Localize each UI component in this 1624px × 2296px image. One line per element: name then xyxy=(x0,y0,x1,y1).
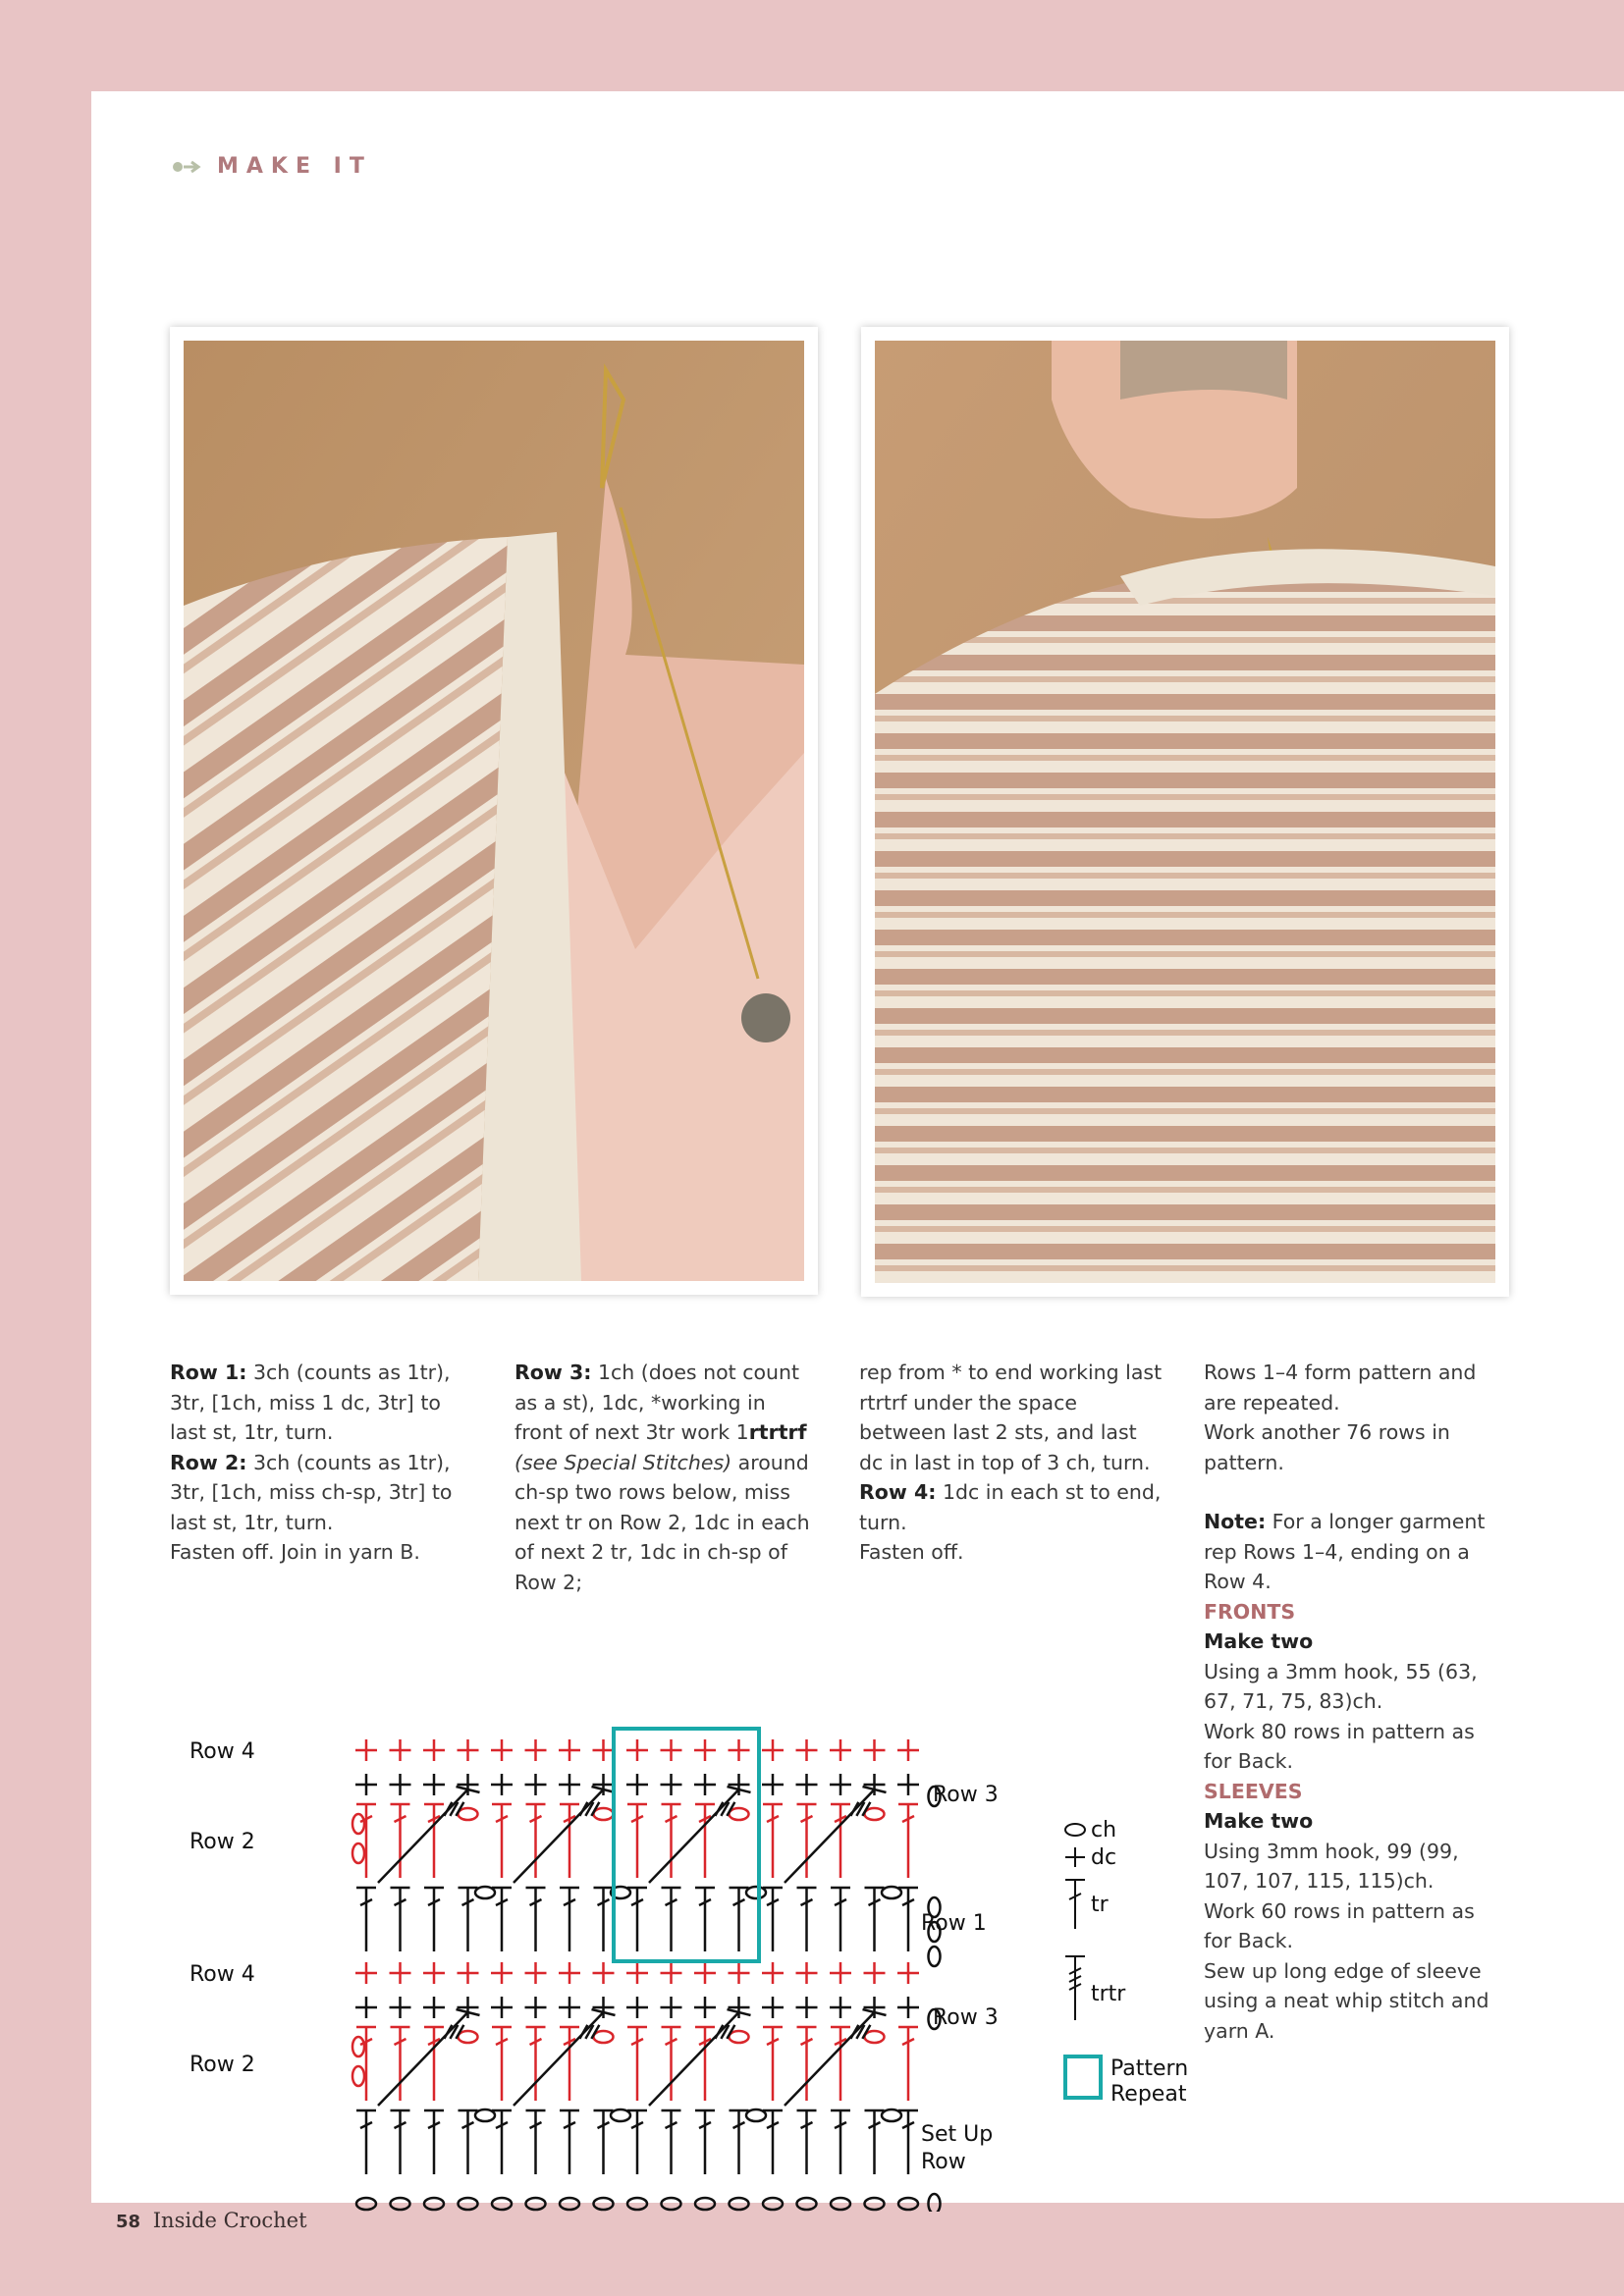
dc-symbol xyxy=(355,1997,377,2018)
dc-symbol xyxy=(491,1962,513,1984)
ch-symbol xyxy=(594,2198,614,2210)
dc-symbol xyxy=(525,1962,547,1984)
ch-symbol xyxy=(356,2198,376,2210)
tr-symbol xyxy=(560,2110,579,2174)
tr-symbol xyxy=(391,2110,410,2174)
tr-symbol xyxy=(492,2110,512,2174)
dc-symbol xyxy=(897,1774,919,1795)
tr-symbol xyxy=(662,2110,681,2174)
header-title: MAKE IT xyxy=(217,154,372,179)
tr-symbol xyxy=(763,1804,783,1878)
fronts-text-1: Using a 3mm hook, 55 (63, 67, 71, 75, 83)ch. xyxy=(1204,1659,1478,1713)
dc-symbol xyxy=(559,1774,580,1795)
cardigan-back-image xyxy=(875,341,1495,1283)
tr-symbol xyxy=(627,2110,647,2174)
text-column-3 xyxy=(859,1358,1164,1568)
dc-symbol xyxy=(525,1774,547,1795)
ch-symbol xyxy=(560,2198,579,2210)
page-number: 58 xyxy=(116,2212,141,2232)
tr-symbol xyxy=(730,1888,749,1951)
dc-symbol xyxy=(355,1739,377,1761)
sleeves-text-1: Using 3mm hook, 99 (99, 107, 107, 115, 115)ch. xyxy=(1204,1839,1459,1893)
fronts-text-2: Work 80 rows in pattern as for Back. xyxy=(1204,1719,1475,1773)
dc-symbol xyxy=(694,1774,716,1795)
ch-symbol xyxy=(627,2198,647,2210)
note-paragraph: Note: For a longer garment rep Rows 1–4, ending on a Row 4. xyxy=(1204,1510,1486,1593)
tr-symbol xyxy=(594,2110,614,2174)
dc-symbol xyxy=(729,1739,750,1761)
chart-row-label: Set Up xyxy=(921,2122,994,2147)
dc-symbol xyxy=(525,1997,547,2018)
dc-symbol xyxy=(355,1962,377,1984)
tr-symbol xyxy=(560,1804,579,1878)
row1-paragraph: Row 1: 3ch (counts as 1tr), 3tr, [1ch, miss 1 dc, 3tr] to last st, 1tr, turn. xyxy=(170,1361,451,1444)
fronts-subheading: Make two xyxy=(1204,1629,1314,1653)
dc-symbol xyxy=(458,1962,479,1984)
dc-symbol xyxy=(626,1997,648,2018)
row4-paragraph: Row 4: 1dc in each st to end, turn. xyxy=(859,1480,1162,1534)
dc-symbol xyxy=(897,1739,919,1761)
tr-symbol xyxy=(831,2027,850,2101)
ch-symbol xyxy=(526,2198,546,2210)
text-column-1 xyxy=(170,1358,474,1568)
tr-symbol xyxy=(627,2027,647,2101)
dc-symbol xyxy=(626,1774,648,1795)
ch-symbol xyxy=(831,2198,850,2210)
tr-symbol xyxy=(763,2027,783,2101)
dc-symbol xyxy=(559,1739,580,1761)
dc-symbol xyxy=(423,1739,445,1761)
dc-symbol xyxy=(796,1774,818,1795)
tr-symbol xyxy=(356,1888,376,1951)
legend-trtr: trtr xyxy=(1091,1982,1126,2006)
dc-symbol xyxy=(559,1997,580,2018)
crochet-chart xyxy=(189,1623,1191,2212)
legend-pattern: Pattern xyxy=(1110,2056,1189,2081)
dc-symbol xyxy=(491,1997,513,2018)
dc-symbol xyxy=(830,1774,851,1795)
tr-symbol xyxy=(763,2110,783,2174)
dc-symbol xyxy=(491,1774,513,1795)
dc-symbol xyxy=(491,1739,513,1761)
text-column-2 xyxy=(514,1358,819,1597)
fasten-off-text: Fasten off. Join in yarn B. xyxy=(170,1540,420,1564)
tr-symbol xyxy=(865,1888,885,1951)
dc-symbol xyxy=(796,1962,818,1984)
dc-symbol xyxy=(390,1774,411,1795)
dc-symbol xyxy=(762,1997,784,2018)
ch-symbol xyxy=(898,2198,918,2210)
dc-symbol xyxy=(593,1739,615,1761)
tr-symbol xyxy=(898,2110,918,2174)
dc-symbol xyxy=(694,1962,716,1984)
dc-symbol xyxy=(661,1962,682,1984)
dc-symbol xyxy=(423,1997,445,2018)
ch-symbol xyxy=(594,1808,614,1820)
sleeves-text-2: Work 60 rows in pattern as for Back. xyxy=(1204,1898,1475,1952)
dc-symbol xyxy=(762,1774,784,1795)
ch-symbol xyxy=(797,2198,817,2210)
ch-symbol xyxy=(492,2198,512,2210)
legend-ch: ch xyxy=(1091,1818,1117,1842)
tr-symbol xyxy=(695,2027,715,2101)
tr-symbol xyxy=(797,1888,817,1951)
pattern-repeat-text: Rows 1–4 form pattern and are repeated. xyxy=(1204,1361,1477,1415)
ch-symbol xyxy=(391,2198,410,2210)
dc-symbol xyxy=(458,1739,479,1761)
dc-symbol xyxy=(626,1739,648,1761)
tr-symbol xyxy=(662,1888,681,1951)
tr-symbol xyxy=(831,1804,850,1878)
tr-symbol xyxy=(695,1804,715,1878)
dc-symbol xyxy=(729,1962,750,1984)
tr-symbol xyxy=(763,1888,783,1951)
tr-symbol xyxy=(797,2110,817,2174)
dc-symbol xyxy=(661,1739,682,1761)
text-column-4 xyxy=(1204,1358,1508,2046)
chart-row-label: Row 4 xyxy=(189,1962,255,1987)
ch-symbol xyxy=(865,1808,885,1820)
ch-symbol xyxy=(459,2031,478,2043)
tr-symbol xyxy=(424,2027,444,2101)
dc-symbol xyxy=(661,1774,682,1795)
tr-symbol xyxy=(356,2110,376,2174)
dc-symbol xyxy=(830,1962,851,1984)
dc-symbol xyxy=(864,1739,886,1761)
chart-row-label: Row 2 xyxy=(189,1830,255,1854)
ch-symbol xyxy=(929,1947,941,1966)
ch-symbol xyxy=(763,2198,783,2210)
tr-symbol xyxy=(594,1888,614,1951)
chart-row-label: Row xyxy=(921,2150,966,2174)
tr-symbol xyxy=(730,2110,749,2174)
ch-symbol xyxy=(594,2031,614,2043)
ch-symbol xyxy=(695,2198,715,2210)
tr-symbol xyxy=(391,1888,410,1951)
tr-symbol xyxy=(865,2110,885,2174)
ch-symbol xyxy=(865,2031,885,2043)
dc-symbol xyxy=(796,1997,818,2018)
row3-continued: rep from * to end working last rtrtrf under the space between last 2 sts, and last dc in last in top of 3 ch, turn. xyxy=(859,1361,1163,1474)
dc-symbol xyxy=(355,1774,377,1795)
sleeves-subheading: Make two xyxy=(1204,1809,1314,1833)
row2-paragraph: Row 2: 3ch (counts as 1tr), 3tr, [1ch, miss ch-sp, 3tr] to last st, 1tr, turn. xyxy=(170,1450,453,1534)
chart-row-label: Row 2 xyxy=(189,2053,255,2077)
dc-symbol xyxy=(694,1997,716,2018)
ch-symbol xyxy=(730,2198,749,2210)
ch-symbol xyxy=(352,2066,364,2086)
dc-symbol xyxy=(390,1739,411,1761)
tr-symbol xyxy=(492,1888,512,1951)
cardigan-front-image xyxy=(184,341,804,1281)
page xyxy=(91,91,1624,2203)
ch-symbol xyxy=(662,2198,681,2210)
legend-repeat: Repeat xyxy=(1110,2082,1187,2107)
ch-symbol xyxy=(352,2037,364,2056)
ch-symbol xyxy=(730,2031,749,2043)
tr-symbol xyxy=(695,2110,715,2174)
dc-symbol xyxy=(762,1962,784,1984)
ch-symbol xyxy=(459,2198,478,2210)
dc-symbol xyxy=(762,1739,784,1761)
dc-symbol xyxy=(626,1962,648,1984)
dc-symbol xyxy=(423,1962,445,1984)
ch-symbol xyxy=(352,1814,364,1834)
fronts-heading: FRONTS xyxy=(1204,1599,1296,1624)
dc-symbol xyxy=(390,1997,411,2018)
work-rows-text: Work another 76 rows in pattern. xyxy=(1204,1420,1450,1474)
dc-symbol xyxy=(390,1962,411,1984)
row3-paragraph: Row 3: 1ch (does not count as a st), 1dc, *working in front of next 3tr work 1rtrtrf (see Special Stitches) around ch-sp two rows below, miss next tr on Row 2, 1dc in each of next 2 tr, 1dc in ch-sp of Row 2; xyxy=(514,1361,810,1594)
ch-symbol xyxy=(929,2194,941,2212)
dc-symbol xyxy=(593,1962,615,1984)
dc-symbol xyxy=(661,1997,682,2018)
chart-legend xyxy=(1065,1818,1188,2107)
legend-dc: dc xyxy=(1091,1845,1117,1870)
dc-symbol xyxy=(796,1739,818,1761)
dc-symbol xyxy=(694,1739,716,1761)
tr-symbol xyxy=(627,1804,647,1878)
tr-symbol xyxy=(898,2027,918,2101)
tr-symbol xyxy=(695,1888,715,1951)
tr-symbol xyxy=(526,1888,546,1951)
ch-symbol xyxy=(865,2198,885,2210)
tr-symbol xyxy=(831,2110,850,2174)
dc-symbol xyxy=(830,1997,851,2018)
tr-symbol xyxy=(898,1804,918,1878)
dc-symbol xyxy=(830,1739,851,1761)
chart-row-label: Row 3 xyxy=(933,2005,999,2030)
dc-symbol xyxy=(864,1962,886,1984)
dc-symbol xyxy=(897,1997,919,2018)
ch-symbol xyxy=(730,1808,749,1820)
arrow-icon xyxy=(172,160,203,174)
ch-symbol xyxy=(424,2198,444,2210)
tr-symbol xyxy=(492,2027,512,2101)
tr-symbol xyxy=(526,2110,546,2174)
dc-symbol xyxy=(525,1739,547,1761)
chart-row-label: Row 3 xyxy=(933,1783,999,1807)
tr-symbol xyxy=(627,1888,647,1951)
magazine-name: Inside Crochet xyxy=(152,2209,307,2232)
section-header xyxy=(172,154,372,179)
tr-symbol xyxy=(560,1888,579,1951)
ch-symbol xyxy=(352,1843,364,1863)
tr-symbol xyxy=(831,1888,850,1951)
tr-symbol xyxy=(898,1888,918,1951)
photo-left xyxy=(170,327,818,1295)
dc-symbol xyxy=(559,1962,580,1984)
chart-row-label: Row 4 xyxy=(189,1739,255,1764)
tr-symbol xyxy=(459,2110,478,2174)
photo-right xyxy=(861,327,1509,1297)
ch-symbol xyxy=(459,1808,478,1820)
tr-symbol xyxy=(424,2110,444,2174)
tr-symbol xyxy=(459,1888,478,1951)
tr-symbol xyxy=(560,2027,579,2101)
fasten-off-text: Fasten off. xyxy=(859,1540,964,1564)
tr-symbol xyxy=(424,1888,444,1951)
tr-symbol xyxy=(424,1804,444,1878)
sleeves-text-3: Sew up long edge of sleeve using a neat whip stitch and yarn A. xyxy=(1204,1958,1489,2043)
dc-symbol xyxy=(423,1774,445,1795)
page-footer xyxy=(116,2209,307,2232)
chart-row-label: Row 1 xyxy=(921,1911,987,1936)
tr-symbol xyxy=(492,1804,512,1878)
sleeves-heading: SLEEVES xyxy=(1204,1779,1303,1803)
dc-symbol xyxy=(897,1962,919,1984)
legend-tr: tr xyxy=(1091,1893,1109,1917)
